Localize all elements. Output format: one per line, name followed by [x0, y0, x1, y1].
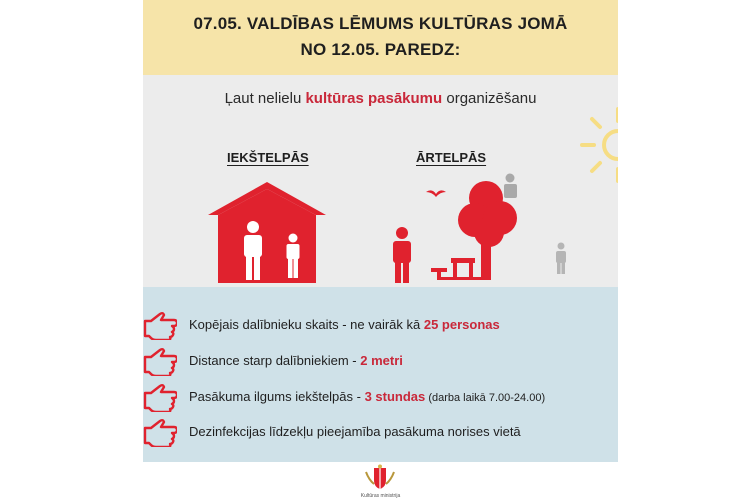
rules-panel	[143, 287, 618, 462]
poster	[143, 0, 618, 500]
crest-icon	[362, 464, 398, 492]
rule-highlight: 3 stundas	[364, 389, 426, 404]
pointing-hand-icon	[143, 382, 177, 412]
title-line-2: NO 12.05. PAREDZ:	[300, 40, 461, 59]
label-outdoor: ĀRTELPĀS	[416, 150, 487, 165]
bird-icon	[426, 190, 446, 197]
header-band	[143, 0, 618, 75]
person-icon	[556, 243, 566, 275]
rule-text: Kopējais dalībnieku skaits - ne vairāk kā	[189, 317, 424, 332]
illustration-scene	[143, 170, 618, 290]
pointing-hand-icon	[143, 417, 177, 447]
house-icon	[208, 182, 326, 283]
subtitle-before: Ļaut nelielu	[224, 90, 306, 107]
person-icon	[393, 227, 411, 283]
rule-note: (darba laikā 7.00-24.00)	[425, 392, 546, 404]
rule-highlight: 25 personas	[423, 317, 500, 332]
pointing-hand-icon	[143, 346, 177, 376]
rule-text: Distance starp dalībniekiem -	[189, 353, 361, 368]
rule-highlight: 2 metri	[360, 353, 403, 368]
subtitle	[143, 90, 618, 107]
label-indoor: IEKŠTELPĀS	[227, 150, 309, 165]
ministry-name: Kultūras ministrija	[360, 493, 401, 499]
title-line-1: 07.05. VALDĪBAS LĒMUMS KULTŪRAS JOMĀ	[193, 14, 568, 33]
footer	[143, 462, 618, 500]
person-icon	[504, 174, 517, 199]
picnic-table-icon	[431, 258, 483, 280]
rule-item	[143, 310, 618, 340]
rule-item	[143, 346, 618, 376]
rule-item	[143, 417, 618, 447]
subtitle-after: organizēšanu	[442, 90, 537, 107]
rule-text: Dezinfekcijas līdzekļu pieejamība pasākuma norises vietā	[189, 424, 521, 439]
rule-text: Pasākuma ilgums iekštelpās -	[189, 389, 365, 404]
rule-item	[143, 382, 618, 412]
pointing-hand-icon	[143, 310, 177, 340]
subtitle-highlight: kultūras pasākumu	[305, 90, 443, 107]
